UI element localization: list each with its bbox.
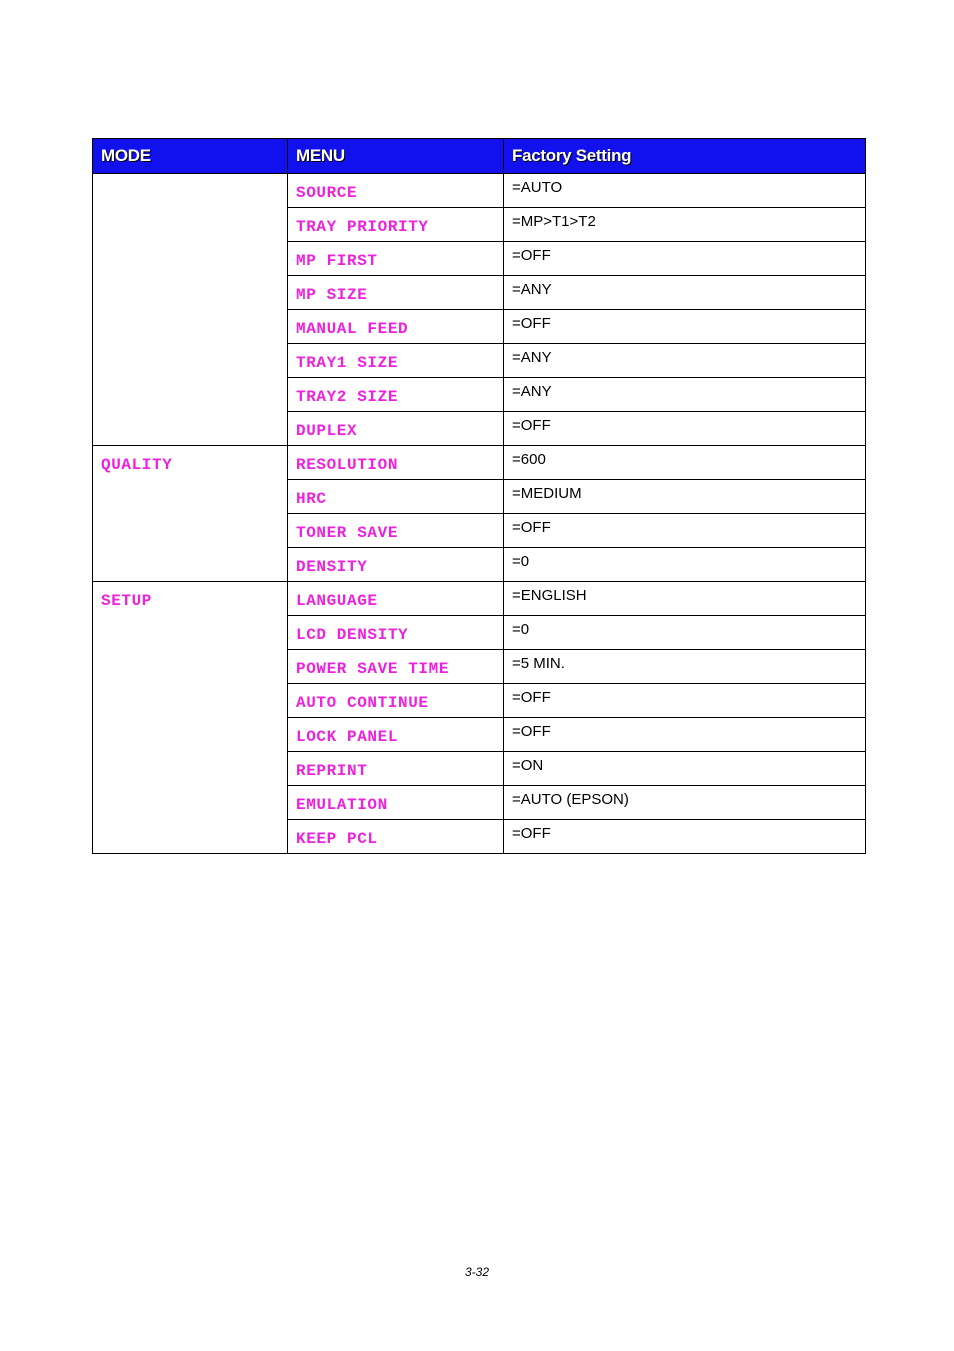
table-row bbox=[93, 582, 866, 616]
factory-settings-table bbox=[92, 138, 866, 854]
menu-cell: REPRINT bbox=[288, 752, 504, 786]
mode-cell: QUALITY bbox=[93, 446, 288, 582]
factory-setting-cell: =5 MIN. bbox=[504, 650, 866, 684]
factory-setting-cell: =ENGLISH bbox=[504, 582, 866, 616]
factory-setting-cell: =OFF bbox=[504, 310, 866, 344]
factory-setting-cell: =OFF bbox=[504, 820, 866, 854]
factory-setting-cell: =OFF bbox=[504, 718, 866, 752]
mode-cell bbox=[93, 174, 288, 446]
header-row bbox=[93, 139, 866, 174]
factory-setting-cell: =0 bbox=[504, 548, 866, 582]
menu-cell: DUPLEX bbox=[288, 412, 504, 446]
table-row bbox=[93, 174, 866, 208]
factory-setting-cell: =MEDIUM bbox=[504, 480, 866, 514]
menu-cell: AUTO CONTINUE bbox=[288, 684, 504, 718]
factory-setting-cell: =ANY bbox=[504, 344, 866, 378]
menu-cell: RESOLUTION bbox=[288, 446, 504, 480]
menu-cell: MP SIZE bbox=[288, 276, 504, 310]
menu-cell: HRC bbox=[288, 480, 504, 514]
factory-setting-cell: =OFF bbox=[504, 242, 866, 276]
factory-setting-cell: =ANY bbox=[504, 276, 866, 310]
factory-setting-cell: =OFF bbox=[504, 684, 866, 718]
menu-cell: LANGUAGE bbox=[288, 582, 504, 616]
factory-setting-cell: =ANY bbox=[504, 378, 866, 412]
factory-setting-cell: =0 bbox=[504, 616, 866, 650]
factory-setting-cell: =AUTO bbox=[504, 174, 866, 208]
menu-cell: DENSITY bbox=[288, 548, 504, 582]
header-mode: MODE bbox=[93, 139, 288, 174]
menu-cell: TRAY2 SIZE bbox=[288, 378, 504, 412]
menu-cell: KEEP PCL bbox=[288, 820, 504, 854]
menu-cell: EMULATION bbox=[288, 786, 504, 820]
factory-setting-cell: =OFF bbox=[504, 412, 866, 446]
menu-cell: MP FIRST bbox=[288, 242, 504, 276]
menu-cell: LCD DENSITY bbox=[288, 616, 504, 650]
menu-cell: TONER SAVE bbox=[288, 514, 504, 548]
header-factory-setting: Factory Setting bbox=[504, 139, 866, 174]
table-header bbox=[93, 139, 866, 174]
header-menu: MENU bbox=[288, 139, 504, 174]
factory-setting-cell: =OFF bbox=[504, 514, 866, 548]
menu-cell: SOURCE bbox=[288, 174, 504, 208]
menu-cell: TRAY PRIORITY bbox=[288, 208, 504, 242]
menu-cell: LOCK PANEL bbox=[288, 718, 504, 752]
table-row bbox=[93, 446, 866, 480]
page-number: 3-32 bbox=[464, 1265, 490, 1279]
factory-setting-cell: =600 bbox=[504, 446, 866, 480]
menu-cell: MANUAL FEED bbox=[288, 310, 504, 344]
mode-cell: SETUP bbox=[93, 582, 288, 854]
table-body bbox=[93, 174, 866, 854]
menu-cell: POWER SAVE TIME bbox=[288, 650, 504, 684]
factory-setting-cell: =ON bbox=[504, 752, 866, 786]
factory-setting-cell: =MP>T1>T2 bbox=[504, 208, 866, 242]
factory-setting-cell: =AUTO (EPSON) bbox=[504, 786, 866, 820]
menu-cell: TRAY1 SIZE bbox=[288, 344, 504, 378]
